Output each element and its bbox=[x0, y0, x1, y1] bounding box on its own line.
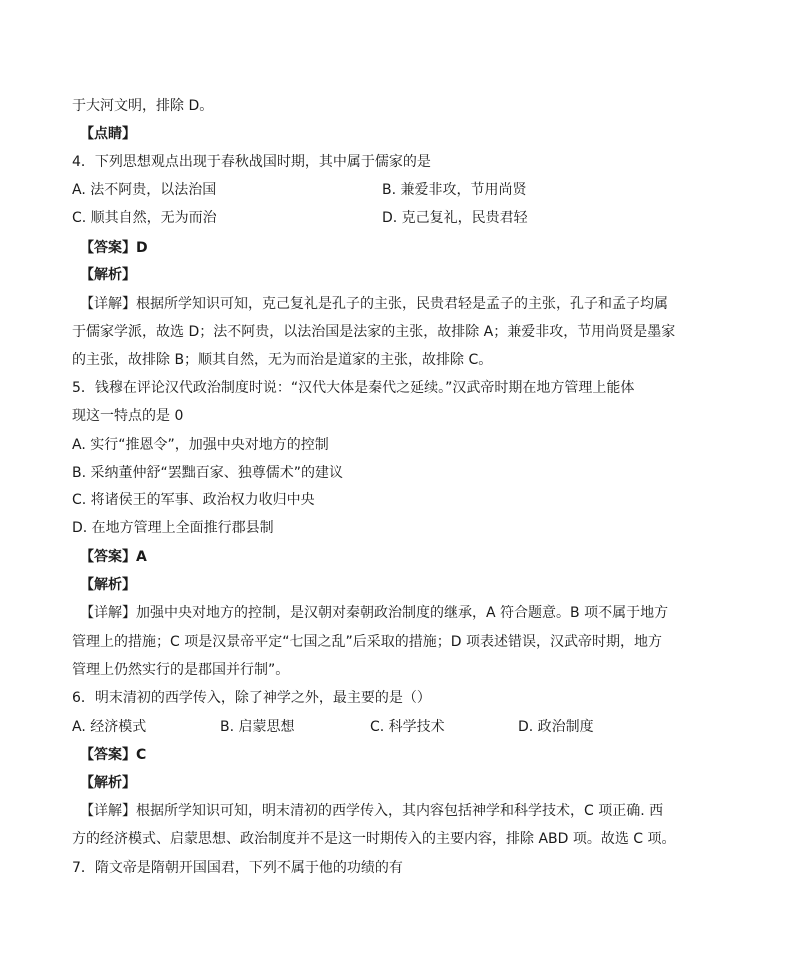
question-4-detail-line: 【详解】根据所学知识可知，克己复礼是孔子的主张，民贵君轻是孟子的主张，孔子和孟子均属 bbox=[80, 296, 668, 312]
question-6-option-d: D. 政治制度 bbox=[518, 719, 594, 735]
question-6-option-c: C. 科学技术 bbox=[370, 719, 445, 735]
question-4-answer: 【答案】D bbox=[80, 240, 148, 256]
text-line: 于大河文明，排除 D。 bbox=[72, 98, 214, 114]
question-5-answer: 【答案】A bbox=[80, 549, 147, 565]
question-4-analysis-label: 【解析】 bbox=[80, 267, 136, 283]
question-5-option-a: A. 实行“推恩令”，加强中央对地方的控制 bbox=[72, 437, 329, 453]
question-4-option-c: C. 顺其自然，无为而治 bbox=[72, 210, 217, 226]
section-label-dianjing: 【点睛】 bbox=[80, 126, 136, 142]
question-6-option-b: B. 启蒙思想 bbox=[220, 719, 295, 735]
question-4-option-d: D. 克己复礼，民贵君轻 bbox=[382, 210, 528, 226]
question-5-stem: 5．钱穆在评论汉代政治制度时说：“汉代大体是秦代之延续。”汉武帝时期在地方管理上能体 bbox=[72, 380, 635, 396]
question-7-stem: 7．隋文帝是隋朝开国国君，下列不属于他的功绩的有 bbox=[72, 860, 403, 876]
question-5-detail-line: 管理上仍然实行的是郡国并行制”。 bbox=[72, 662, 290, 678]
question-6-detail-line: 方的经济模式、启蒙思想、政治制度并不是这一时期传入的主要内容，排除 ABD 项。故选 C 项。 bbox=[72, 831, 676, 847]
question-5-option-b: B. 采纳董仲舒“罢黜百家、独尊儒术”的建议 bbox=[72, 465, 344, 481]
question-6-answer: 【答案】C bbox=[80, 747, 147, 763]
question-5-option-d: D. 在地方管理上全面推行郡县制 bbox=[72, 520, 274, 536]
question-4-detail-line: 的主张，故排除 B；顺其自然，无为而治是道家的主张，故排除 C。 bbox=[72, 352, 493, 368]
question-4-option-a: A. 法不阿贵，以法治国 bbox=[72, 182, 217, 198]
question-6-detail-line: 【详解】根据所学知识可知，明末清初的西学传入，其内容包括神学和科学技术，C 项正确. 西 bbox=[80, 803, 664, 819]
question-4-stem: 4．下列思想观点出现于春秋战国时期，其中属于儒家的是 bbox=[72, 154, 431, 170]
question-6-option-a: A. 经济模式 bbox=[72, 719, 147, 735]
question-5-analysis-label: 【解析】 bbox=[80, 577, 136, 593]
question-4-detail-line: 于儒家学派，故选 D；法不阿贵，以法治国是法家的主张，故排除 A；兼爱非攻，节用尚贤是墨家 bbox=[72, 324, 676, 340]
question-4-option-b: B. 兼爱非攻，节用尚贤 bbox=[382, 182, 527, 198]
question-6-analysis-label: 【解析】 bbox=[80, 775, 136, 791]
question-5-stem: 现这一特点的是 0 bbox=[72, 408, 184, 424]
question-5-option-c: C. 将诸侯王的军事、政治权力收归中央 bbox=[72, 492, 315, 508]
question-6-stem: 6．明末清初的西学传入，除了神学之外，最主要的是（） bbox=[72, 690, 431, 706]
question-5-detail-line: 【详解】加强中央对地方的控制，是汉朝对秦朝政治制度的继承，A 符合题意。B 项不属于地方 bbox=[80, 605, 669, 621]
question-5-detail-line: 管理上的措施；C 项是汉景帝平定“七国之乱”后采取的措施；D 项表述错误，汉武帝时期，地方 bbox=[72, 634, 662, 650]
